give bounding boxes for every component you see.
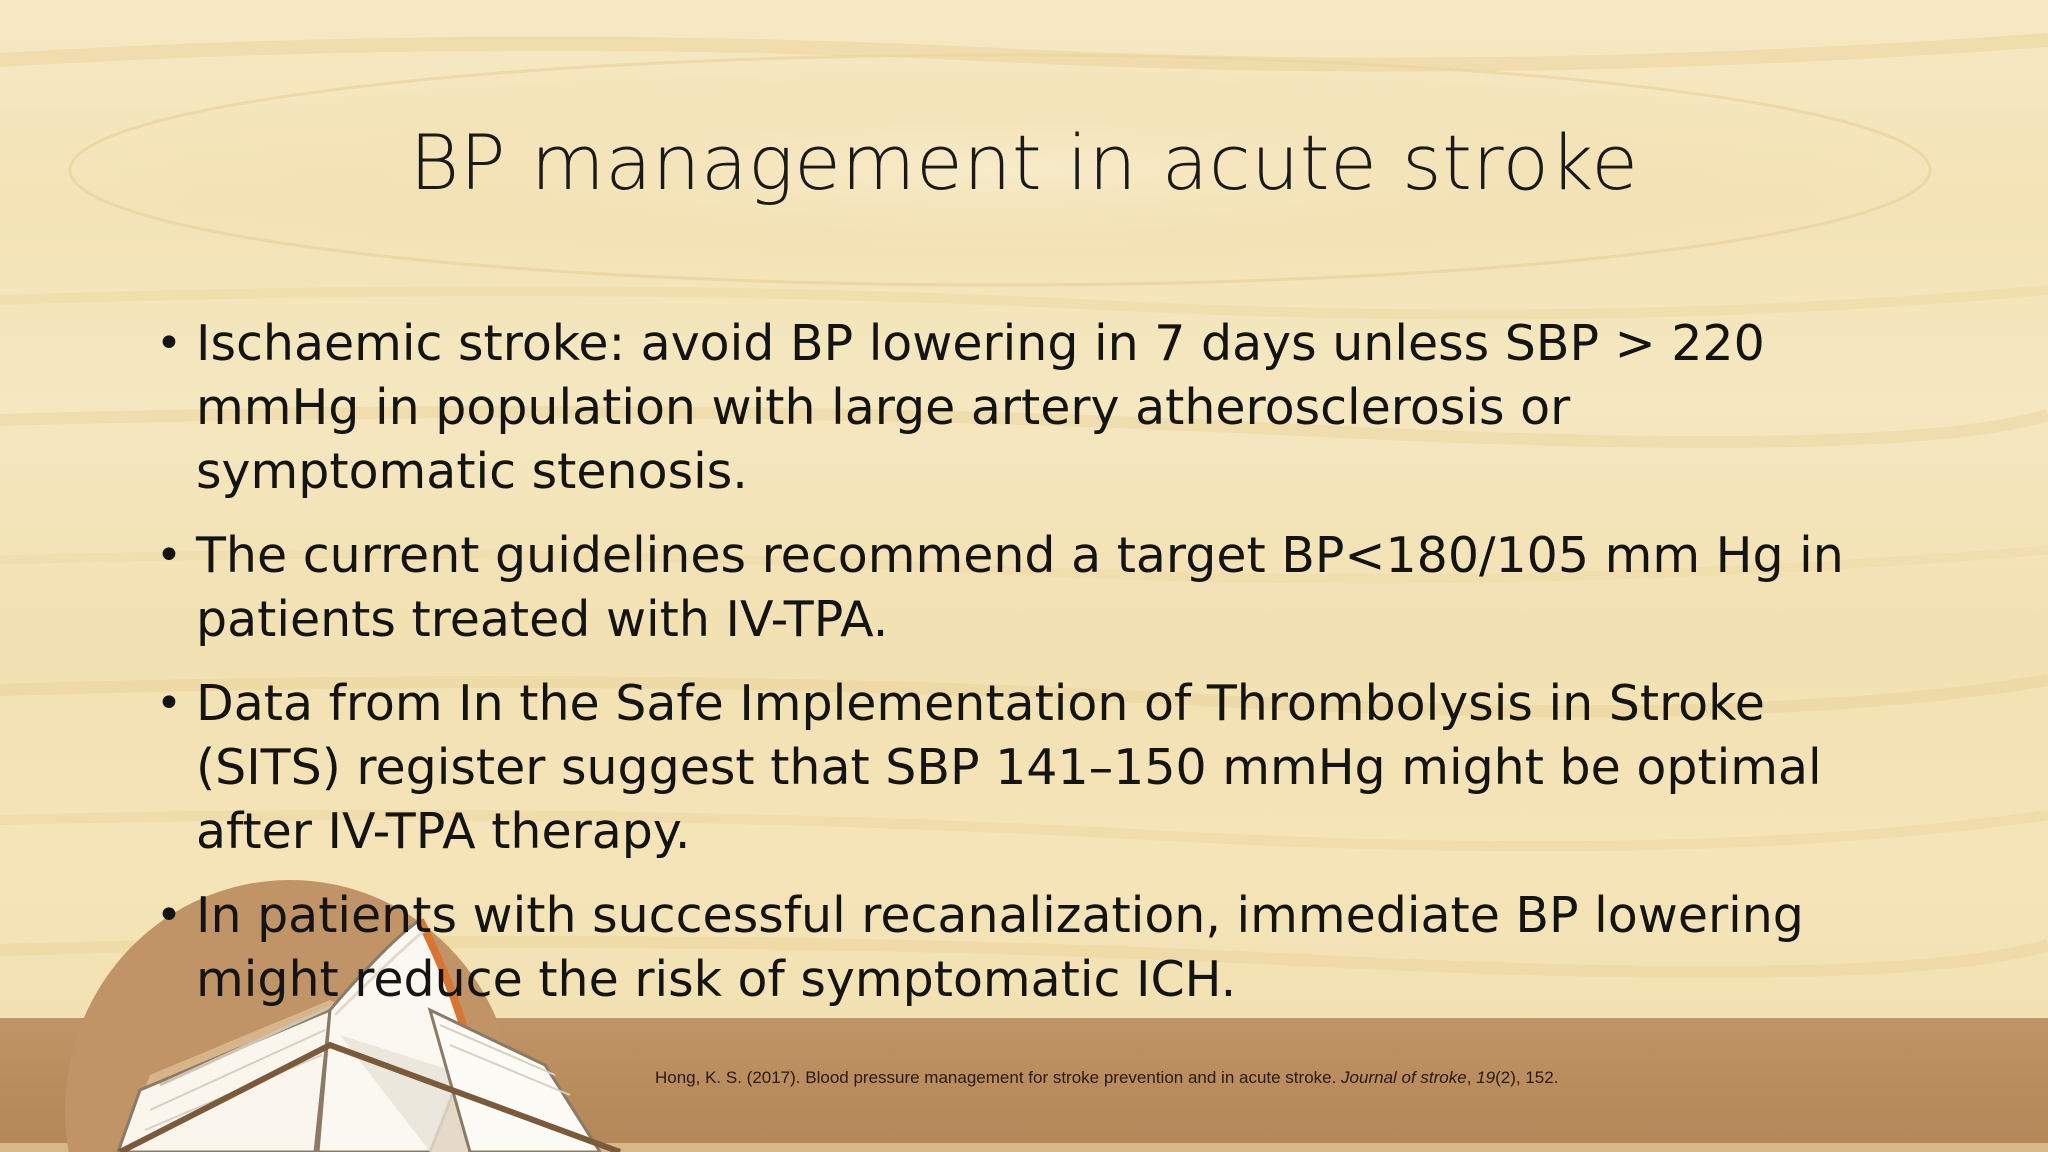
bullet-glyph: • xyxy=(156,530,182,581)
slide-title: BP management in acute stroke xyxy=(409,118,1639,207)
citation-volume: 19 xyxy=(1476,1068,1496,1087)
citation-sep: , xyxy=(1466,1068,1477,1087)
bullet-text: Data from In the Safe Implementation of Thrombolysis in Stroke (SITS) register suggest that SBP 141–150 mmHg might be optimal after IV-TPA therapy. xyxy=(196,675,1822,860)
citation-rest: (2), 152. xyxy=(1495,1068,1559,1087)
bullet-text: The current guidelines recommend a target BP<180/105 mm Hg in patients treated with IV-TPA. xyxy=(196,527,1844,648)
bullet-item xyxy=(150,672,1900,864)
bullet-text: In patients with successful recanalization, immediate BP lowering might reduce the risk of symptomatic ICH. xyxy=(196,887,1804,1008)
citation xyxy=(655,1068,1558,1088)
bullet-glyph: • xyxy=(156,318,182,369)
bullet-glyph: • xyxy=(156,678,182,729)
bullet-item xyxy=(150,884,1900,1012)
bullet-text: Ischaemic stroke: avoid BP lowering in 7 days unless SBP > 220 mmHg in population with large artery atherosclerosis or symptomatic stenosis. xyxy=(196,315,1765,500)
bullet-glyph: • xyxy=(156,890,182,941)
citation-authors: Hong, K. S. (2017). Blood pressure management for stroke prevention and in acute stroke. xyxy=(655,1068,1342,1087)
bullet-list xyxy=(150,312,1900,1032)
bullet-item xyxy=(150,524,1900,652)
citation-journal: Journal of stroke xyxy=(1341,1068,1467,1087)
bullet-item xyxy=(150,312,1900,504)
